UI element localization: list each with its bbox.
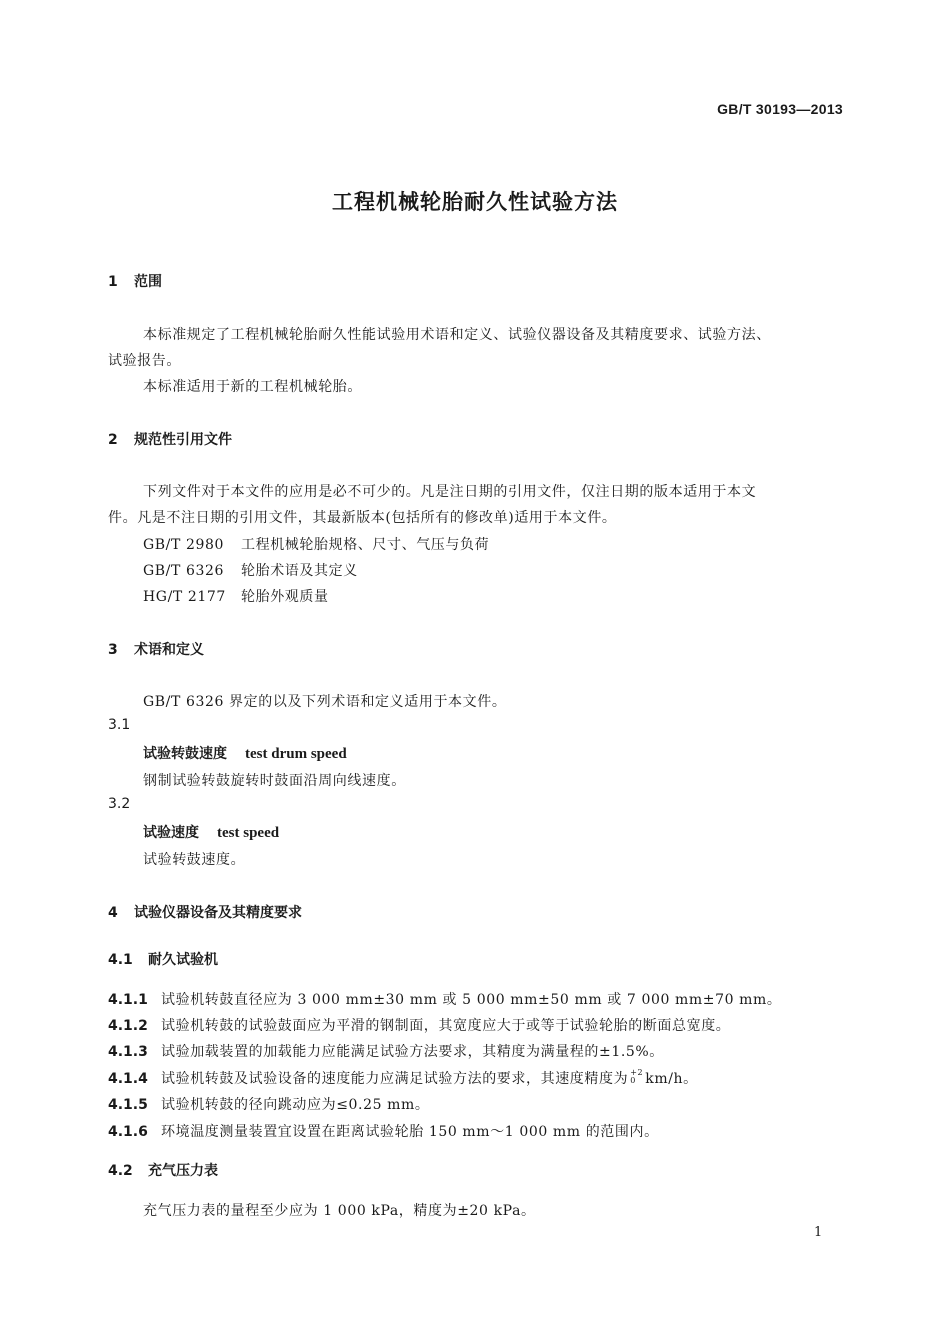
reference-item — [143, 560, 358, 580]
clause-number: 4.1.4 — [108, 1071, 148, 1087]
section-2-heading — [108, 429, 232, 449]
section-title: 术语和定义 — [134, 642, 204, 658]
section-3-intro: GB/T 6326 界定的以及下列术语和定义适用于本文件。 — [143, 694, 507, 710]
term-heading — [143, 822, 279, 842]
subsection-title: 耐久试验机 — [148, 952, 218, 968]
reference-item — [143, 534, 489, 554]
subsection-4-2-text: 充气压力表的量程至少应为 1 000 kPa，精度为±20 kPa。 — [143, 1203, 536, 1219]
subsection-title: 充气压力表 — [148, 1163, 218, 1179]
section-4-heading — [108, 902, 302, 922]
subsection-4-2-heading — [108, 1160, 218, 1180]
clause-number: 4.1.3 — [108, 1044, 148, 1060]
reference-title: 轮胎外观质量 — [241, 589, 329, 605]
speed-tolerance — [628, 1068, 644, 1085]
reference-title: 工程机械轮胎规格、尺寸、气压与负荷 — [241, 537, 490, 553]
tolerance-lower: 0 — [630, 1076, 636, 1085]
term-heading — [143, 743, 347, 763]
term-english: test speed — [217, 825, 280, 841]
page-title: 工程机械轮胎耐久性试验方法 — [332, 190, 618, 214]
section-title: 范围 — [134, 274, 162, 290]
section-title: 规范性引用文件 — [134, 432, 232, 448]
clause — [108, 1094, 430, 1114]
clause-text: 试验机转鼓的径向跳动应为≤0.25 mm。 — [161, 1097, 430, 1113]
page-number: 1 — [814, 1225, 823, 1240]
tolerance-upper: +2 — [630, 1068, 644, 1077]
term-number: 3.2 — [108, 796, 131, 812]
clause — [108, 1068, 698, 1088]
clause-number: 4.1.6 — [108, 1124, 148, 1140]
section-title: 试验仪器设备及其精度要求 — [134, 905, 302, 921]
section-number: 1 — [108, 274, 118, 290]
term-chinese: 试验转鼓速度 — [143, 746, 227, 762]
term-number: 3.1 — [108, 717, 131, 733]
section-1-paragraph: 本标准适用于新的工程机械轮胎。 — [143, 379, 362, 395]
section-number: 3 — [108, 642, 118, 658]
clause-number: 4.1.2 — [108, 1018, 148, 1034]
clause-text: 试验加载装置的加载能力应能满足试验方法要求，其精度为满量程的±1.5%。 — [161, 1044, 664, 1060]
term-english: test drum speed — [245, 746, 347, 762]
reference-title: 轮胎术语及其定义 — [241, 563, 358, 579]
term-chinese: 试验速度 — [143, 825, 199, 841]
standard-code-header: GB/T 30193—2013 — [717, 101, 843, 117]
term-definition: 试验转鼓速度。 — [143, 852, 246, 868]
clause-text: 试验机转鼓及试验设备的速度能力应满足试验方法的要求，其速度精度为 — [161, 1071, 629, 1087]
section-2-paragraph-line: 件。凡是不注日期的引用文件，其最新版本(包括所有的修改单)适用于本文件。 — [108, 510, 617, 526]
reference-code: GB/T 6326 — [143, 563, 225, 579]
term-definition: 钢制试验转鼓旋转时鼓面沿周向线速度。 — [143, 773, 406, 789]
reference-code: GB/T 2980 — [143, 537, 225, 553]
section-2-paragraph-line: 下列文件对于本文件的应用是必不可少的。凡是注日期的引用文件，仅注日期的版本适用于本文 — [143, 484, 757, 500]
reference-code: HG/T 2177 — [143, 589, 226, 605]
clause-text: 试验机转鼓的试验鼓面应为平滑的钢制面，其宽度应大于或等于试验轮胎的断面总宽度。 — [161, 1018, 731, 1034]
section-1-paragraph-line: 试验报告。 — [108, 353, 181, 369]
section-1-paragraph-line: 本标准规定了工程机械轮胎耐久性能试验用术语和定义、试验仪器设备及其精度要求、试验方法、 — [143, 327, 771, 343]
reference-item — [143, 586, 329, 606]
section-number: 2 — [108, 432, 118, 448]
section-number: 4 — [108, 905, 118, 921]
subsection-4-1-heading — [108, 949, 218, 969]
section-3-heading — [108, 639, 204, 659]
clause-number: 4.1.5 — [108, 1097, 148, 1113]
clause — [108, 1121, 659, 1141]
clause-text: 环境温度测量装置宜设置在距离试验轮胎 150 mm～1 000 mm 的范围内。 — [161, 1124, 659, 1140]
clause-text: 试验机转鼓直径应为 3 000 mm±30 mm 或 5 000 mm±50 mm 或 7 000 mm±70 mm。 — [161, 992, 782, 1008]
subsection-number: 4.1 — [108, 952, 133, 968]
clause — [108, 1015, 730, 1035]
clause-text-unit: km/h。 — [640, 1071, 698, 1087]
subsection-number: 4.2 — [108, 1163, 133, 1179]
clause — [108, 989, 782, 1009]
clause — [108, 1041, 664, 1061]
section-1-heading — [108, 271, 162, 291]
clause-number: 4.1.1 — [108, 992, 148, 1008]
